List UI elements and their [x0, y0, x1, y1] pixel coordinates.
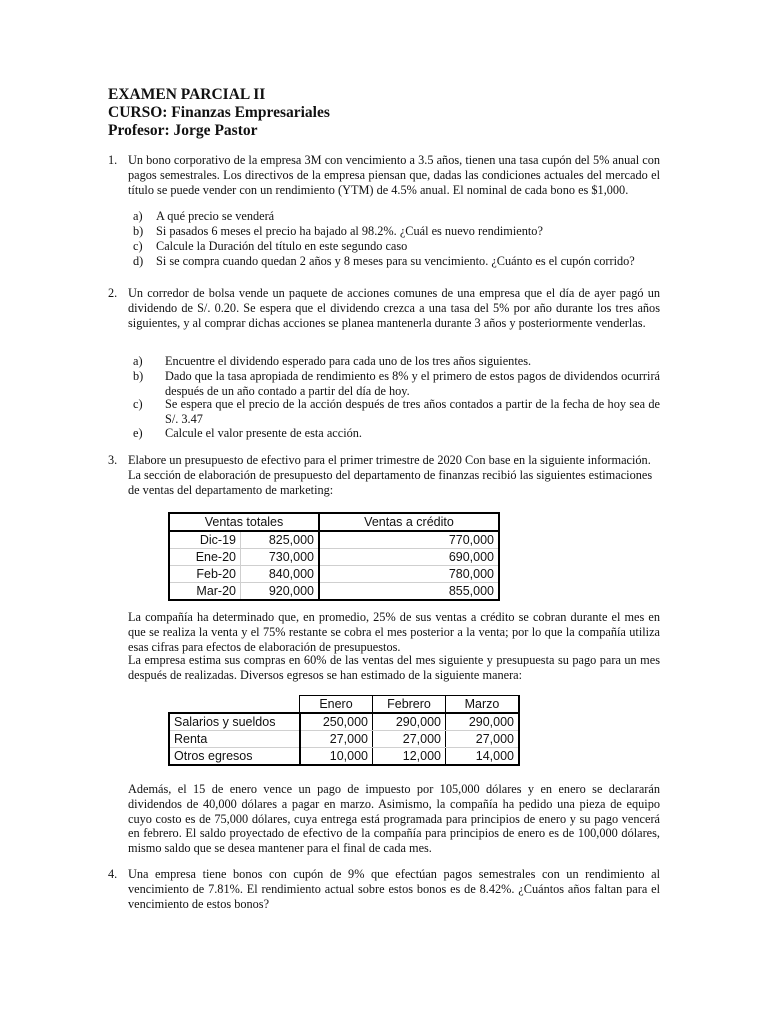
q3-additional-info: Además, el 15 de enero vence un pago de impuesto por 105,000 dólares y en enero se declararán dividendos de 40,000 dólares a pagar en marzo. Asimismo, la compañía ha pedido una pieza de equipo cuyo costo es de 75,000 dólares, cuya entrega está programada para principios de enero y su pago vencerá en febrero. El saldo proyectado de efectivo de la compañía para principios de enero es de 100,000 dólares, mismo saldo que se desea mantener para el final de cada mes.	[128, 782, 660, 856]
table-row	[169, 713, 519, 731]
q3-collections-text: La compañía ha determinado que, en promedio, 25% de sus ventas a crédito se cobran durante el mes en que se realiza la venta y el 75% restante se cobra el mes posterior a la venta; por lo que la compañía utiliza esas cifras para efectos de elaboración de presupuestos.	[128, 610, 660, 654]
q2-item-a: Encuentre el dividendo esperado para cada uno de los tres años siguientes.	[165, 354, 532, 368]
expense-value: 27,000	[373, 731, 446, 748]
month-cell: Ene-20	[169, 549, 241, 566]
credit-cell: 855,000	[319, 583, 499, 601]
expense-value: 27,000	[446, 731, 520, 748]
expense-value: 10,000	[300, 748, 373, 766]
expense-label: Renta	[169, 731, 300, 748]
q2-item-e: Calcule el valor presente de esta acción.	[165, 426, 362, 440]
q1-item-a-label: a)	[133, 209, 143, 223]
expense-table	[168, 695, 520, 766]
expense-value: 12,000	[373, 748, 446, 766]
expense-value: 290,000	[446, 713, 520, 731]
q1-item-c-label: c)	[133, 239, 143, 253]
expense-label: Salarios y sueldos	[169, 713, 300, 731]
total-cell: 920,000	[241, 583, 320, 601]
expense-label: Otros egresos	[169, 748, 300, 766]
table-row	[169, 531, 499, 549]
header-january: Enero	[300, 696, 373, 714]
q2-item-b-label: b)	[133, 369, 144, 383]
table-row	[169, 731, 519, 748]
expense-value: 14,000	[446, 748, 520, 766]
credit-cell: 690,000	[319, 549, 499, 566]
header-february: Febrero	[373, 696, 446, 714]
q2-item-e-label: e)	[133, 426, 143, 440]
q1-item-c: Calcule la Duración del título en este segundo caso	[156, 239, 408, 253]
q1-item-b: Si pasados 6 meses el precio ha bajado al 98.2%. ¿Cuál es nuevo rendimiento?	[156, 224, 543, 238]
q2-item-c: Se espera que el precio de la acción después de tres años contados a partir de la fecha de hoy sea de S/. 3.47	[165, 397, 660, 426]
header-total-sales: Ventas totales	[169, 513, 319, 531]
total-cell: 825,000	[241, 531, 320, 549]
expense-value: 27,000	[300, 731, 373, 748]
expense-table-header	[169, 696, 519, 714]
expense-value: 250,000	[300, 713, 373, 731]
q3-purchases-text: La empresa estima sus compras en 60% de las ventas del mes siguiente y presupuesta su pago para un mes después de realizadas. Diversos egresos se han estimado de la siguiente manera:	[128, 653, 660, 682]
q2-number: 2.	[108, 286, 118, 300]
table-row	[169, 748, 519, 766]
q1-item-d: Si se compra cuando quedan 2 años y 8 meses para su vencimiento. ¿Cuánto es el cupón corrido?	[156, 254, 635, 268]
table-row	[169, 566, 499, 583]
course-name: CURSO: Finanzas Empresariales	[108, 104, 330, 121]
expense-value: 290,000	[373, 713, 446, 731]
q4-text: Una empresa tiene bonos con cupón de 9% que efectúan pagos semestrales con un rendimiento al vencimiento de 7.81%. El rendimiento actual sobre estos bonos es de 8.42%. ¿Cuántos años faltan para el vencimiento de estos bonos?	[128, 867, 660, 911]
q2-item-a-label: a)	[133, 354, 143, 368]
table-row	[169, 583, 499, 601]
month-cell: Dic-19	[169, 531, 241, 549]
q1-number: 1.	[108, 153, 118, 167]
credit-cell: 770,000	[319, 531, 499, 549]
q3-number: 3.	[108, 453, 118, 467]
header-credit-sales: Ventas a crédito	[319, 513, 499, 531]
sales-table-header	[169, 513, 499, 531]
month-cell: Feb-20	[169, 566, 241, 583]
q4-number: 4.	[108, 867, 118, 881]
q1-item-d-label: d)	[133, 254, 144, 268]
exam-title: EXAMEN PARCIAL II	[108, 86, 266, 103]
professor-name: Profesor: Jorge Pastor	[108, 122, 258, 139]
credit-cell: 780,000	[319, 566, 499, 583]
q1-text: Un bono corporativo de la empresa 3M con vencimiento a 3.5 años, tienen una tasa cupón del 5% anual con pagos semestrales. Los directivos de la empresa piensan que, dadas las condiciones actuales del mercado el título se puede vender con un rendimiento (YTM) de 4.5% anual. El nominal de cada bono es $1,000.	[128, 153, 660, 197]
q1-item-a: A qué precio se venderá	[156, 209, 275, 223]
total-cell: 730,000	[241, 549, 320, 566]
q2-text: Un corredor de bolsa vende un paquete de acciones comunes de una empresa que el día de ayer pagó un dividendo de S/. 0.20. Se espera que el dividendo crezca a una tasa del 5% por año durante los tres años siguientes, y al comprar dichas acciones se planea mantenerla durante 3 años y posteriormente venderlas.	[128, 286, 660, 330]
total-cell: 840,000	[241, 566, 320, 583]
q1-item-b-label: b)	[133, 224, 144, 238]
month-cell: Mar-20	[169, 583, 241, 601]
q2-item-c-label: c)	[133, 397, 143, 411]
sales-table	[168, 512, 500, 601]
header-march: Marzo	[446, 696, 520, 714]
q3-text: Elabore un presupuesto de efectivo para el primer trimestre de 2020 Con base en la siguiente información. La sección de elaboración de presupuesto del departamento de finanzas recibió las siguientes estimaciones de ventas del departamento de marketing:	[128, 453, 653, 497]
q2-item-b: Dado que la tasa apropiada de rendimiento es 8% y el primero de estos pagos de dividendos ocurrirá después de un año contado a partir del día de hoy.	[165, 369, 660, 398]
table-row	[169, 549, 499, 566]
